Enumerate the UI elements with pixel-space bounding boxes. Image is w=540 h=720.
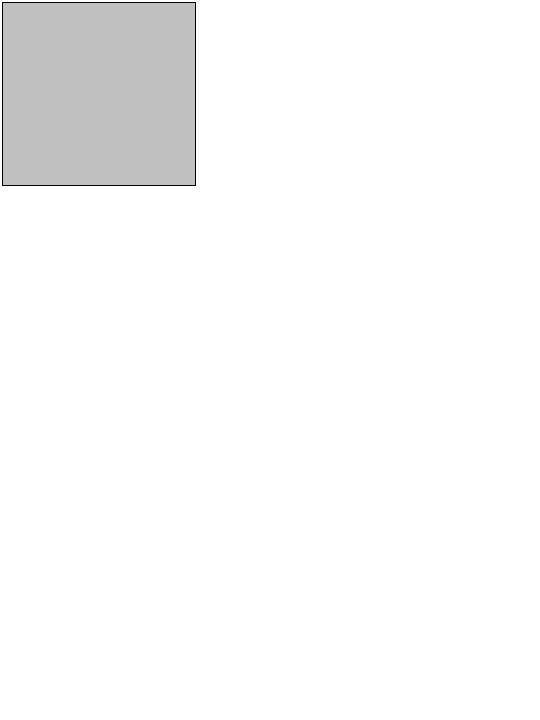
title-block	[2, 2, 196, 186]
